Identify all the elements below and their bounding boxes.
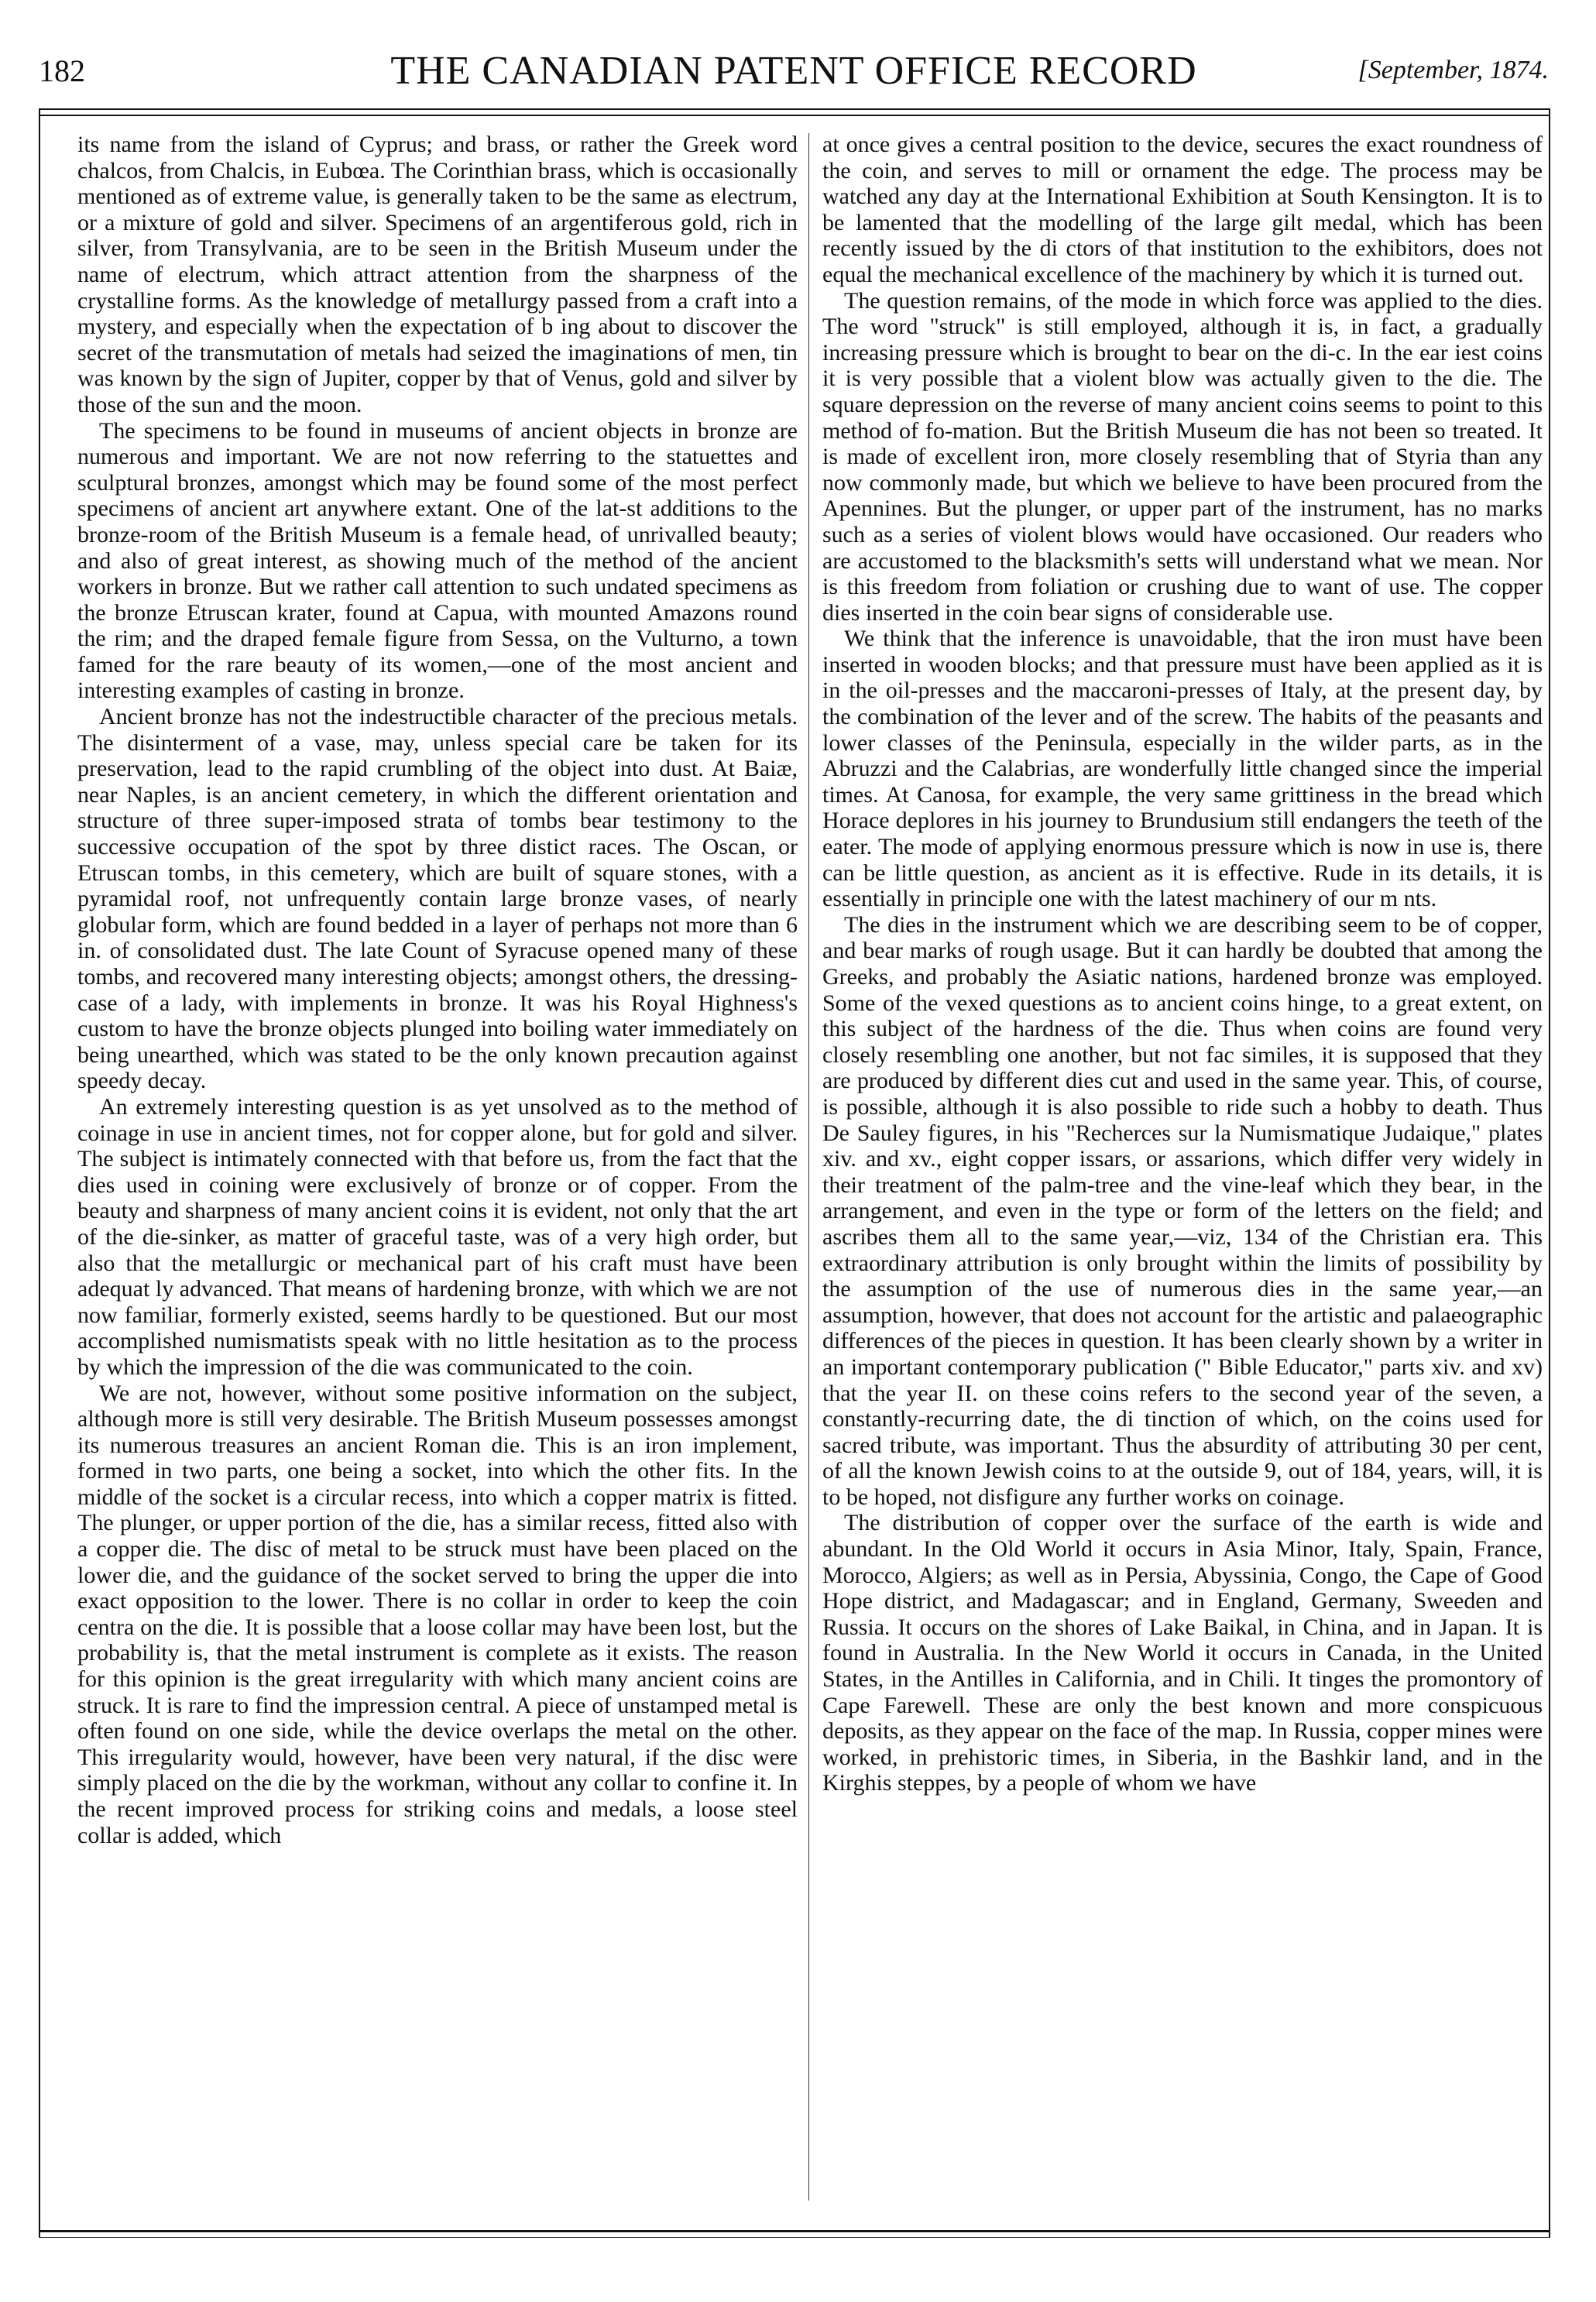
paragraph: The dies in the instrument which we are describing seem to be of copper, and bear marks of rough usage. But it can hardly be doubted that among the Greeks, and probably the Asiatic nations, hardened bronze was employed. Some of the vexed questions as to ancient coins hinge, to a great extent, on this subject of the hardness of the die. Thus when coins are found very closely resembling one another, but not fac similes, it is supposed that they are produced by different dies cut and used in the same year. This, of course, is possible, although it is also possible to ride such a hobby to death. Thus De Sauley figures, in his "Recherces sur la Numismatique Judaique," plates xiv. and xv., eight copper issars, or assarions, which differ very widely in their treatment of the palm-tree and the vine-leaf which they bear, in the arrangement, and even in the type or form of the letters on the field; and ascribes them all to the same year,—viz, 134 of the Christian era. This extraordinary attribution is only brought within the limits of possibility by the assumption of the use of numerous dies in the same year,—an assumption, however, that does not account for the artistic and palaeographic differences of the pieces in question. It has been clearly shown by a writer in an important contemporary publication (" Bible Educator," parts xiv. and xv) that the year II. on these coins refers to the second year of the seven, a constantly-recurring date, the di tinction of which, on the coins used for sacred tribute, was important. Thus the absurdity of attributing 30 per cent, of all the known Jewish coins to at the outside 9, out of 184, years, will, it is to be hoped, not disfigure any further works on coinage. bbox=[822, 911, 1543, 1510]
paragraph: The specimens to be found in museums of ancient objects in bronze are numerous and important. We are not now referring to the statuettes and sculptural bronzes, amongst which may be found some of the most perfect specimens of ancient art anywhere extant. One of the lat-st additions to the bronze-room of the British Museum is a female head, of unrivalled beauty; and also of great interest, as showing much of the method of the ancient workers in bronze. But we rather call attention to such undated specimens as the bronze Etruscan krater, found at Capua, with mounted Amazons round the rim; and the draped female figure from Sessa, on the Vulturno, a town famed for the rare beauty of its women,—one of the most ancient and interesting examples of casting in bronze. bbox=[77, 417, 798, 704]
running-title: THE CANADIAN PATENT OFFICE RECORD bbox=[390, 49, 1197, 93]
frame-left-rule bbox=[39, 108, 40, 2238]
right-column bbox=[822, 132, 1543, 2199]
paragraph: The question remains, of the mode in which force was applied to the dies. The word "struck" is still employed, although it is, in fact, a gradually increasing pressure which is brought to bear on the di-c. In the ear iest coins it is very possible that a violent blow was actually given to the die. The square depression on the reverse of many ancient coins seems to point to this method of fo-mation. But the British Museum die has not been so treated. It is made of excellent iron, more closely resembling that of Styria than any now commonly made, but which we believe to have been procured from the Apennines. But the plunger, or upper part of the instrument, has no marks such as a series of violent blows would have occasioned. Our readers who are accustomed to the blacksmith's setts will understand what we mean. Nor is this freedom from foliation or crushing due to want of use. The copper dies inserted in the coin bear signs of considerable use. bbox=[822, 287, 1543, 626]
paragraph: Ancient bronze has not the indestructible character of the precious metals. The disinterment of a vase, may, unless special care be taken for its preservation, lead to the rapid crumbling of the object into dust. At Baiæ, near Naples, is an ancient cemetery, in which the different orientation and structure of three super-imposed strata of tombs bear testimony to the successive occupation of the spot by three distict races. The Oscan, or Etruscan tombs, in this cemetery, which are built of square stones, with a pyramidal roof, not unfrequently contain large bronze vases, of nearly globular form, which are found bedded in a layer of perhaps not more than 6 in. of consolidated dust. The late Count of Syracuse opened many of these tombs, and recovered many interesting objects; amongst others, the dressing-case of a lady, with implements in bronze. It was his Royal Highness's custom to have the bronze objects plunged into boiling water immediately on being unearthed, which was stated to be the only known precaution against speedy decay. bbox=[77, 704, 798, 1094]
page-number: 182 bbox=[39, 53, 85, 88]
header-rule-secondary bbox=[39, 115, 1549, 116]
frame-right-rule bbox=[1549, 108, 1550, 2238]
column-divider bbox=[808, 133, 809, 2201]
paragraph: An extremely interesting question is as yet unsolved as to the method of coinage in use in ancient times, not for copper alone, but for gold and silver. The subject is intimately connected with that before us, from the fact that the dies used in coining were exclusively of bronze or of copper. From the beauty and sharpness of many ancient coins it is evident, not only that the art of the die-sinker, as matter of graceful taste, was of a very high order, but also that the metallurgic or mechanical part of his craft must have been adequat ly advanced. That means of hardening bronze, with which we are not now familiar, formerly existed, seems hardly to be questioned. But our most accomplished numismatists speak with no little hesitation as to the process by which the impression of the die was communicated to the coin. bbox=[77, 1093, 798, 1380]
paragraph: at once gives a central position to the device, secures the exact roundness of the coin, and serves to mill or ornament the edge. The process may be watched any day at the International Exhibition at South Kensington. It is to be lamented that the modelling of the large gilt medal, which has been recently issued by the di ctors of that institution to the exhibitors, does not equal the mechanical excellence of the machinery by which it is turned out. bbox=[822, 132, 1543, 287]
footer-rule bbox=[39, 2230, 1549, 2232]
paragraph: We think that the inference is unavoidable, that the iron must have been inserted in wooden blocks; and that pressure must have been applied as it is in the oil-presses and the maccaroni-presses of Italy, at the present day, by the combination of the lever and of the screw. The habits of the peasants and lower classes of the Peninsula, especially in the wilder parts, as in the Abruzzi and the Calabrias, are wonderfully little changed since the imperial times. At Canosa, for example, the very same grittiness in the bread which Horace deplores in his journey to Brundusium still endangers the teeth of the eater. The mode of applying enormous pressure which is now in use is, there can be little question, as ancient as it is effective. Rude in its details, it is essentially in principle one with the latest machinery of our m nts. bbox=[822, 626, 1543, 912]
page-header bbox=[39, 48, 1549, 102]
header-rule bbox=[39, 108, 1549, 110]
paragraph: The distribution of copper over the surface of the earth is wide and abundant. In the Old World it occurs in Asia Minor, Italy, Spain, France, Morocco, Algiers; as well as in Persia, Abyssinia, Congo, the Cape of Good Hope district, and Madagascar; and in England, Germany, Sweeden and Russia. It occurs on the shores of Lake Baikal, in China, and in Japan. It is found in Australia. In the New World it occurs in Canada, in the United States, in the Antilles in California, and in Chili. It tinges the promontory of Cape Farewell. These are only the best known and more conspicuous deposits, as they appear on the face of the map. In Russia, copper mines were worked, in prehistoric times, in Siberia, in the Bashkir land, and in the Kirghis steppes, by a people of whom we have bbox=[822, 1510, 1543, 1796]
issue-date: [September, 1874. bbox=[1357, 56, 1549, 84]
paragraph: its name from the island of Cyprus; and brass, or rather the Greek word chalcos, from Chalcis, in Eubœa. The Corinthian brass, which is occasionally mentioned as of extreme value, is generally taken to be the same as electrum, or a mixture of gold and silver. Specimens of an argentiferous gold, rich in silver, from Transylvania, are to be seen in the British Museum under the name of electrum, which attract attention from the sharpness of the crystalline forms. As the knowledge of metallurgy passed from a craft into a mystery, and especially when the expectation of b ing about to discover the secret of the transmutation of metals had seized the imaginations of men, tin was known by the sign of Jupiter, copper by that of Venus, gold and silver by those of the sun and the moon. bbox=[77, 132, 798, 417]
footer-rule-secondary bbox=[39, 2237, 1549, 2238]
paragraph: We are not, however, without some positive information on the subject, although more is still very desirable. The British Museum possesses amongst its numerous treasures an ancient Roman die. This is an iron implement, formed in two parts, one being a socket, into which the other fits. In the middle of the socket is a circular recess, into which a copper matrix is fitted. The plunger, or upper portion of the die, has a similar recess, fitted also with a copper die. The disc of metal to be struck must have been placed on the lower die, and the guidance of the socket served to bring the upper die into exact opposition to the lower. There is no collar in order to keep the coin centra on the die. It is possible that a loose collar may have been lost, but the probability is, that the metal instrument is complete as it exists. The reason for this opinion is the great irregularity with which many ancient coins are struck. It is rare to find the impression central. A piece of unstamped metal is often found on one side, while the device overlaps the metal on the other. This irregularity would, however, have been very natural, if the disc were simply placed on the die by the workman, without any collar to confine it. In the recent improved process for striking coins and medals, a loose steel collar is added, which bbox=[77, 1380, 798, 1848]
left-column bbox=[77, 132, 798, 2199]
